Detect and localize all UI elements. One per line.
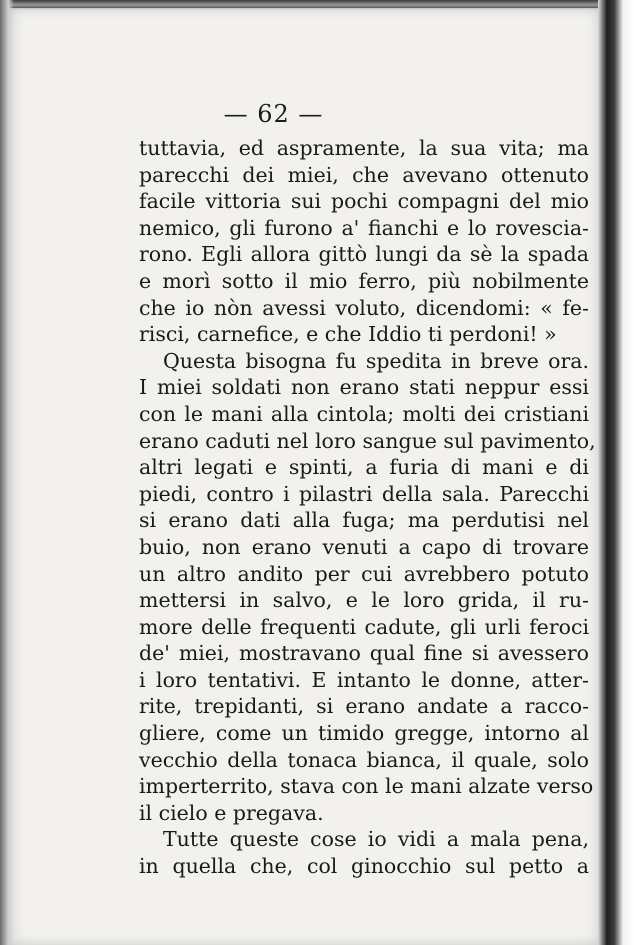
text-line: i loro tentativi. E intanto le donne, atter- bbox=[139, 667, 589, 692]
text-line: e morì sotto il mio ferro, più nobilmente bbox=[139, 268, 589, 293]
text-line: altri legati e spinti, a furia di mani e di bbox=[139, 455, 589, 480]
page-top-edge bbox=[0, 0, 634, 10]
text-line: risci, carnefice, e che Iddio ti perdoni! » bbox=[139, 322, 557, 347]
text-line: Questa bisogna fu spedita in breve ora. bbox=[163, 348, 589, 373]
text-line: si erano dati alla fuga; ma perdutisi nel bbox=[139, 508, 589, 533]
text-line: Tutte queste cose io vidi a mala pena, bbox=[163, 827, 589, 852]
page-number: — 62 — bbox=[223, 100, 324, 128]
text-line: mettersi in salvo, e le loro grida, il ru- bbox=[139, 588, 589, 613]
text-line: de' miei, mostravano qual fine si avessero bbox=[139, 641, 589, 666]
book-spine-edge bbox=[598, 0, 634, 945]
text-line: rite, trepidanti, si erano andate a racco- bbox=[139, 694, 589, 719]
book-page bbox=[6, 8, 598, 945]
text-line: che io nòn avessi voluto, dicendomi: « fe- bbox=[139, 295, 589, 320]
text-line: con le mani alla cintola; molti dei cristiani bbox=[139, 401, 589, 426]
text-line: vecchio della tonaca bianca, il quale, solo bbox=[139, 747, 589, 772]
text-line: erano caduti nel loro sangue sul pavimento, bbox=[139, 428, 596, 453]
text-line: tuttavia, ed aspramente, la sua vita; ma bbox=[139, 136, 589, 160]
text-line: parecchi dei miei, che avevano ottenuto bbox=[139, 162, 589, 187]
page-left-edge bbox=[0, 0, 14, 945]
text-line: I miei soldati non erano stati neppur essi bbox=[139, 375, 589, 400]
text-line: more delle frequenti cadute, gli urli feroci bbox=[139, 614, 589, 639]
text-line: facile vittoria sui pochi compagni del mio bbox=[139, 189, 589, 214]
text-line: gliere, come un timido gregge, intorno al bbox=[139, 721, 589, 746]
text-line: il cielo e pregava. bbox=[139, 800, 324, 825]
text-line: un altro andito per cui avrebbero potuto bbox=[139, 561, 589, 586]
text-line: rono. Egli allora gittò lungi da sè la spada bbox=[139, 242, 589, 267]
text-line: imperterrito, stava con le mani alzate verso bbox=[139, 774, 594, 799]
text-line: piedi, contro i pilastri della sala. Parecchi bbox=[139, 481, 589, 506]
text-line: buio, non erano venuti a capo di trovare bbox=[139, 534, 589, 559]
text-line: nemico, gli furono a' fianchi e lo rovescia- bbox=[139, 215, 589, 240]
body-text bbox=[139, 135, 596, 880]
text-line: in quella che, col ginocchio sul petto a bbox=[139, 854, 589, 879]
